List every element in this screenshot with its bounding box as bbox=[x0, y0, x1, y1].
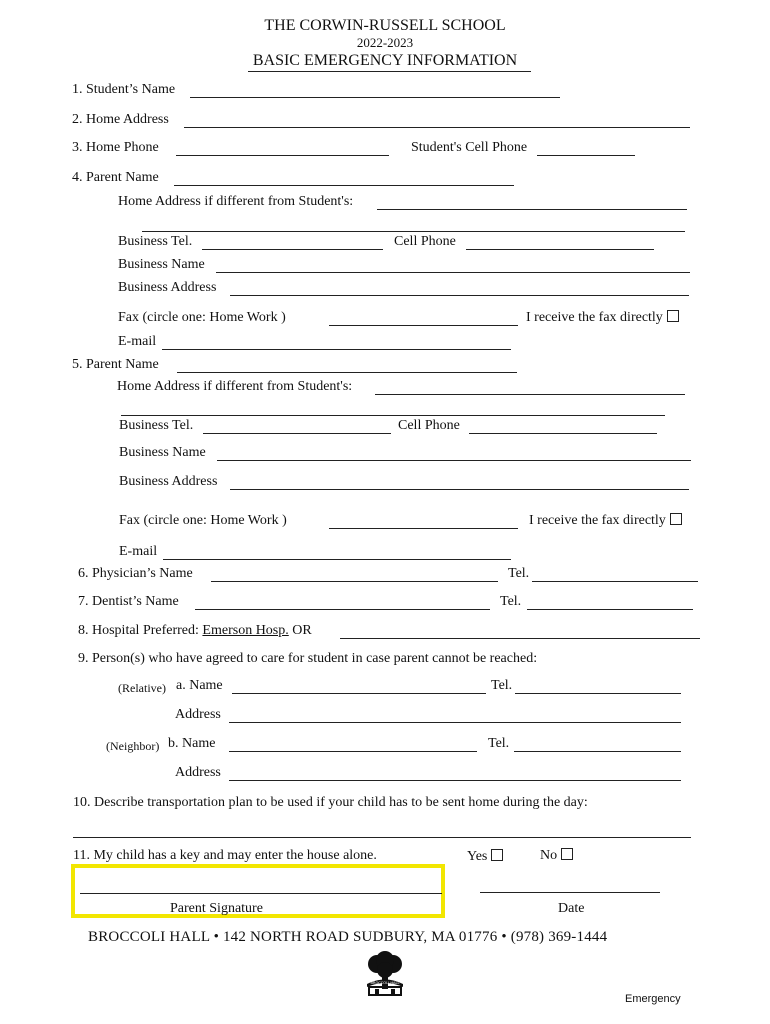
parent1-fax-checkbox[interactable] bbox=[667, 310, 679, 322]
key-yes-checkbox[interactable] bbox=[491, 849, 503, 861]
relative-tel-field[interactable] bbox=[515, 693, 681, 694]
parent1-business-name-label: Business Name bbox=[118, 257, 205, 272]
parent1-home-address-field[interactable] bbox=[377, 209, 687, 210]
neighbor-name-label: b. Name bbox=[168, 736, 216, 751]
parent2-name-label: 5. Parent Name bbox=[72, 357, 159, 372]
dentist-name-label: 7. Dentist’s Name bbox=[78, 594, 179, 609]
parent1-name-label: 4. Parent Name bbox=[72, 170, 159, 185]
parent1-fax-field[interactable] bbox=[329, 325, 518, 326]
relative-name-label: a. Name bbox=[176, 678, 223, 693]
key-label: 11. My child has a key and may enter the house alone. bbox=[73, 848, 377, 863]
relative-label: (Relative) bbox=[118, 681, 166, 695]
parent1-home-address-label: Home Address if different from Student's: bbox=[118, 194, 354, 209]
school-year: 2022-2023 bbox=[356, 35, 414, 50]
logo-text: BROCCOLI HALL bbox=[370, 981, 400, 985]
form-title: BASIC EMERGENCY INFORMATION bbox=[252, 52, 518, 69]
parent1-name-field[interactable] bbox=[174, 185, 514, 186]
parent2-home-address-field[interactable] bbox=[375, 394, 685, 395]
parent1-business-address-label: Business Address bbox=[118, 280, 217, 295]
parent2-home-address-field-2[interactable] bbox=[121, 415, 665, 416]
parent1-fax-direct: I receive the fax directly bbox=[526, 310, 679, 326]
parent1-email-field[interactable] bbox=[162, 349, 511, 350]
transport-field[interactable] bbox=[73, 837, 691, 838]
parent1-business-address-field[interactable] bbox=[230, 295, 689, 296]
parent-signature-label: Parent Signature bbox=[170, 901, 263, 916]
relative-name-field[interactable] bbox=[232, 693, 486, 694]
key-no-checkbox[interactable] bbox=[561, 848, 573, 860]
dentist-tel-field[interactable] bbox=[527, 609, 693, 610]
neighbor-address-field[interactable] bbox=[229, 780, 681, 781]
parent2-name-field[interactable] bbox=[177, 372, 517, 373]
date-label: Date bbox=[558, 901, 585, 916]
hospital-label: 8. Hospital Preferred: Emerson Hosp. OR bbox=[78, 623, 312, 638]
student-name-label: 1. Student’s Name bbox=[72, 82, 176, 97]
parent1-email-label: E-mail bbox=[118, 334, 157, 349]
parent2-home-address-label: Home Address if different from Student's: bbox=[117, 379, 353, 394]
parent1-business-tel-field[interactable] bbox=[202, 249, 383, 250]
relative-address-field[interactable] bbox=[229, 722, 681, 723]
home-address-label: 2. Home Address bbox=[72, 112, 169, 127]
physician-tel-label: Tel. bbox=[508, 566, 530, 581]
parent2-cell-field[interactable] bbox=[469, 433, 657, 434]
parent1-cell-field[interactable] bbox=[466, 249, 654, 250]
parent2-fax-label: Fax (circle one: Home Work ) bbox=[119, 513, 287, 528]
physician-tel-field[interactable] bbox=[532, 581, 698, 582]
school-name: THE CORWIN-RUSSELL SCHOOL bbox=[264, 17, 506, 34]
neighbor-tel-label: Tel. bbox=[488, 736, 510, 751]
home-phone-label: 3. Home Phone bbox=[72, 140, 159, 155]
parent1-business-tel-label: Business Tel. bbox=[118, 234, 193, 249]
broccoli-hall-logo bbox=[361, 951, 409, 999]
parent2-business-address-label: Business Address bbox=[119, 474, 218, 489]
hospital-preferred-value: Emerson Hosp. bbox=[202, 623, 289, 638]
neighbor-name-field[interactable] bbox=[229, 751, 477, 752]
neighbor-label: (Neighbor) bbox=[106, 739, 160, 753]
parent2-fax-checkbox[interactable] bbox=[670, 513, 682, 525]
student-cell-label: Student's Cell Phone bbox=[411, 140, 528, 155]
relative-address-label: Address bbox=[175, 707, 221, 722]
parent2-business-tel-label: Business Tel. bbox=[119, 418, 194, 433]
physician-name-label: 6. Physician’s Name bbox=[78, 566, 193, 581]
dentist-tel-label: Tel. bbox=[500, 594, 522, 609]
date-field[interactable] bbox=[480, 892, 660, 893]
emergency-tag: Emergency bbox=[625, 993, 681, 1005]
neighbor-tel-field[interactable] bbox=[514, 751, 681, 752]
dentist-name-field[interactable] bbox=[195, 609, 490, 610]
parent2-email-field[interactable] bbox=[163, 559, 511, 560]
parent-signature-field[interactable] bbox=[80, 893, 442, 894]
student-cell-field[interactable] bbox=[537, 155, 635, 156]
transport-label: 10. Describe transportation plan to be used if your child has to be sent home during the day: bbox=[73, 795, 588, 810]
key-yes: Yes bbox=[467, 849, 503, 865]
neighbor-address-label: Address bbox=[175, 765, 221, 780]
physician-name-field[interactable] bbox=[211, 581, 498, 582]
student-name-field[interactable] bbox=[190, 97, 560, 98]
parent2-business-tel-field[interactable] bbox=[203, 433, 391, 434]
parent2-business-address-field[interactable] bbox=[230, 489, 689, 490]
relative-tel-label: Tel. bbox=[491, 678, 513, 693]
parent2-fax-direct: I receive the fax directly bbox=[529, 513, 682, 529]
parent1-cell-label: Cell Phone bbox=[394, 234, 456, 249]
title-underline bbox=[248, 71, 531, 72]
parent1-business-name-field[interactable] bbox=[216, 272, 690, 273]
parent2-business-name-label: Business Name bbox=[119, 445, 206, 460]
home-phone-field[interactable] bbox=[176, 155, 389, 156]
parent1-home-address-field-2[interactable] bbox=[142, 231, 685, 232]
caregivers-label: 9. Person(s) who have agreed to care for student in case parent cannot be reached: bbox=[78, 651, 538, 666]
parent2-email-label: E-mail bbox=[119, 544, 158, 559]
parent2-business-name-field[interactable] bbox=[217, 460, 691, 461]
parent2-fax-field[interactable] bbox=[329, 528, 518, 529]
parent2-cell-label: Cell Phone bbox=[398, 418, 460, 433]
parent1-fax-label: Fax (circle one: Home Work ) bbox=[118, 310, 286, 325]
footer-address: BROCCOLI HALL • 142 NORTH ROAD SUDBURY, MA 01776 • (978) 369-1444 bbox=[88, 929, 608, 945]
home-address-field[interactable] bbox=[184, 127, 690, 128]
hospital-other-field[interactable] bbox=[340, 638, 700, 639]
key-no: No bbox=[540, 848, 573, 864]
